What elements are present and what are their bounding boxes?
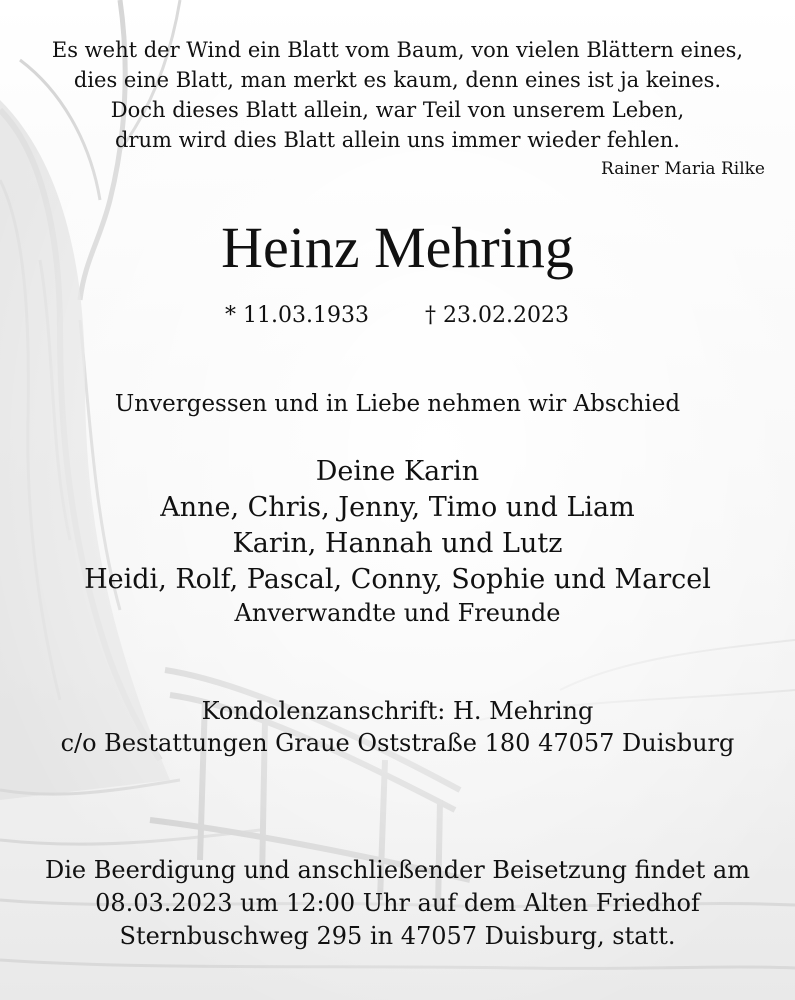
mourner-line: Deine Karin	[315, 456, 480, 487]
deceased-name: Heinz Mehring	[221, 215, 574, 280]
poem-line: Es weht der Wind ein Blatt vom Baum, von vielen Blättern eines,	[51, 38, 744, 62]
mourner-line: Anverwandte und Freunde	[234, 599, 561, 627]
poem-author: Rainer Maria Rilke	[601, 159, 765, 179]
birth-date: * 11.03.1933	[225, 303, 369, 328]
farewell-text: Unvergessen und in Liebe nehmen wir Abschied	[114, 391, 681, 417]
funeral-line: Die Beerdigung und anschließender Beisetzung findet am	[45, 856, 750, 884]
mourner-line: Karin, Hannah und Lutz	[232, 528, 563, 559]
funeral-line: Sternbuschweg 295 in 47057 Duisburg, statt.	[119, 922, 676, 950]
poem-line: drum wird dies Blatt allein uns immer wieder fehlen.	[115, 128, 680, 152]
mourner-line: Heidi, Rolf, Pascal, Conny, Sophie und Marcel	[84, 564, 711, 595]
poem-line: Doch dieses Blatt allein, war Teil von unserem Leben,	[110, 98, 685, 122]
death-date: † 23.02.2023	[425, 303, 569, 328]
condolence-address: c/o Bestattungen Graue Oststraße 180 47057 Duisburg	[60, 729, 735, 757]
poem-line: dies eine Blatt, man merkt es kaum, denn eines ist ja keines.	[73, 68, 722, 92]
mourner-line: Anne, Chris, Jenny, Timo und Liam	[160, 492, 635, 523]
condolence-line: Kondolenzanschrift: H. Mehring	[201, 697, 594, 725]
funeral-line: 08.03.2023 um 12:00 Uhr auf dem Alten Friedhof	[95, 889, 700, 917]
